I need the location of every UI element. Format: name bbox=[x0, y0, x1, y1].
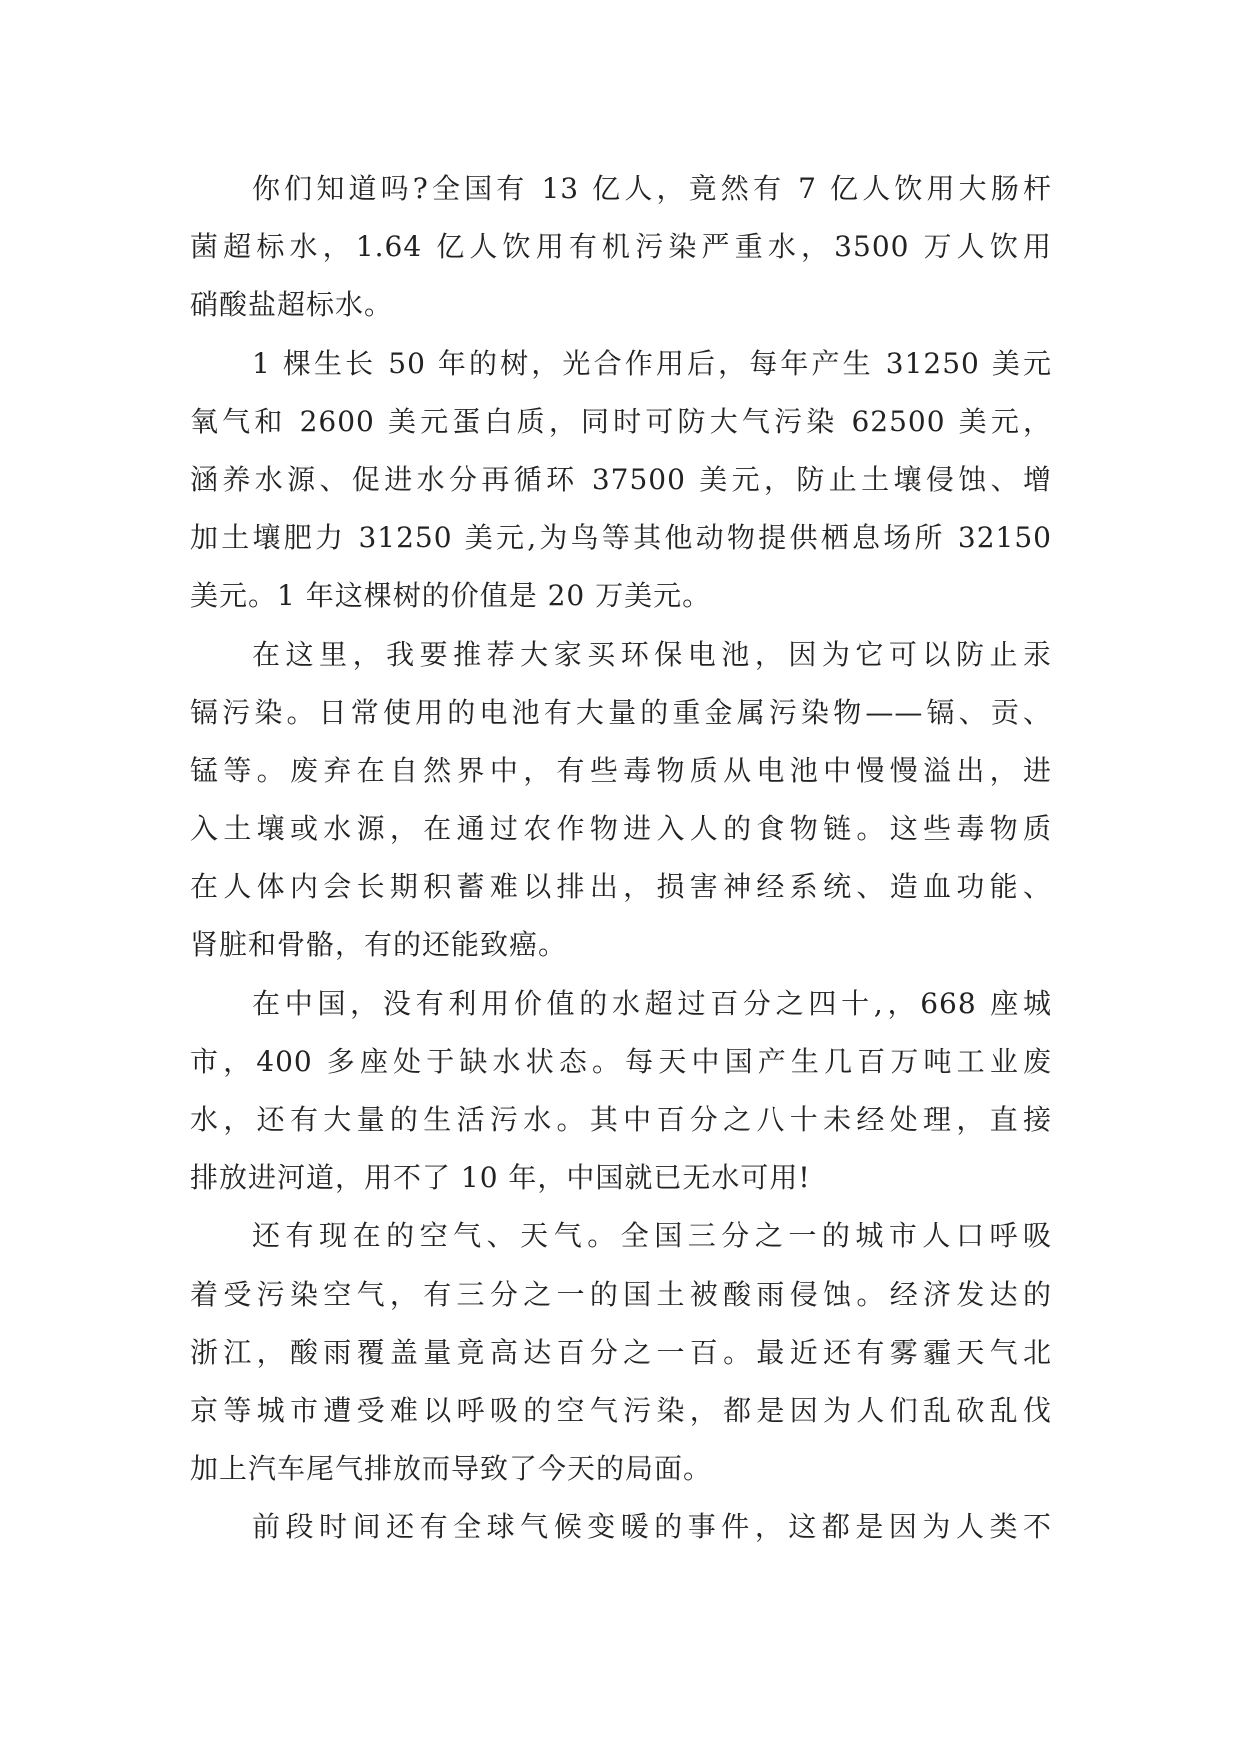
paragraph-line: 氧气和 2600 美元蛋白质，同时可防大气污染 62500 美元， bbox=[190, 404, 1052, 438]
paragraph-line: 涵养水源、促进水分再循环 37500 美元，防止土壤侵蚀、增 bbox=[190, 462, 1052, 496]
paragraph-line: 京等城市遭受难以呼吸的空气污染，都是因为人们乱砍乱伐 bbox=[190, 1393, 1052, 1427]
paragraph-6 bbox=[190, 1498, 1052, 1556]
paragraph-1 bbox=[190, 160, 1052, 335]
paragraph-line: 浙江，酸雨覆盖量竟高达百分之一百。最近还有雾霾天气北 bbox=[190, 1335, 1052, 1369]
paragraph-3 bbox=[190, 626, 1052, 975]
paragraph-line: 锰等。废弃在自然界中，有些毒物质从电池中慢慢溢出，进 bbox=[190, 753, 1052, 787]
paragraph-line: 入土壤或水源，在通过农作物进入人的食物链。这些毒物质 bbox=[190, 812, 1052, 846]
paragraph-line: 硝酸盐超标水。 bbox=[190, 288, 394, 322]
paragraph-line: 美元。1 年这棵树的价值是 20 万美元。 bbox=[190, 579, 712, 613]
paragraph-line: 肾脏和骨骼，有的还能致癌。 bbox=[190, 928, 568, 962]
paragraph-line: 在中国，没有利用价值的水超过百分之四十,，668 座城 bbox=[252, 986, 1052, 1020]
paragraph-line: 菌超标水，1.64 亿人饮用有机污染严重水，3500 万人饮用 bbox=[190, 230, 1052, 264]
paragraph-line: 你们知道吗?全国有 13 亿人，竟然有 7 亿人饮用大肠杆 bbox=[252, 172, 1052, 205]
paragraph-line: 前段时间还有全球气候变暖的事件，这都是因为人类不 bbox=[252, 1510, 1052, 1544]
paragraph-line: 加上汽车尾气排放而导致了今天的局面。 bbox=[190, 1452, 713, 1486]
paragraph-line: 市，400 多座处于缺水状态。每天中国产生几百万吨工业废 bbox=[190, 1044, 1052, 1078]
paragraph-line: 镉污染。日常使用的电池有大量的重金属污染物——镉、贡、 bbox=[190, 695, 1052, 729]
paragraph-line: 排放进河道，用不了 10 年，中国就已无水可用! bbox=[190, 1161, 811, 1195]
paragraph-4 bbox=[190, 975, 1052, 1208]
paragraph-line: 还有现在的空气、天气。全国三分之一的城市人口呼吸 bbox=[252, 1219, 1052, 1253]
paragraph-line: 加土壤肥力 31250 美元,为鸟等其他动物提供栖息场所 32150 bbox=[190, 521, 1052, 555]
paragraph-line: 在这里，我要推荐大家买环保电池，因为它可以防止汞 bbox=[252, 637, 1052, 671]
paragraph-line: 1 棵生长 50 年的树，光合作用后，每年产生 31250 美元 bbox=[252, 346, 1052, 380]
document-body bbox=[190, 160, 1052, 1557]
paragraph-2 bbox=[190, 335, 1052, 626]
paragraph-line: 水，还有大量的生活污水。其中百分之八十未经处理，直接 bbox=[190, 1103, 1052, 1136]
paragraph-line: 着受污染空气，有三分之一的国土被酸雨侵蚀。经济发达的 bbox=[190, 1277, 1052, 1311]
paragraph-line: 在人体内会长期积蓄难以排出，损害神经系统、造血功能、 bbox=[190, 870, 1052, 904]
paragraph-5 bbox=[190, 1207, 1052, 1498]
